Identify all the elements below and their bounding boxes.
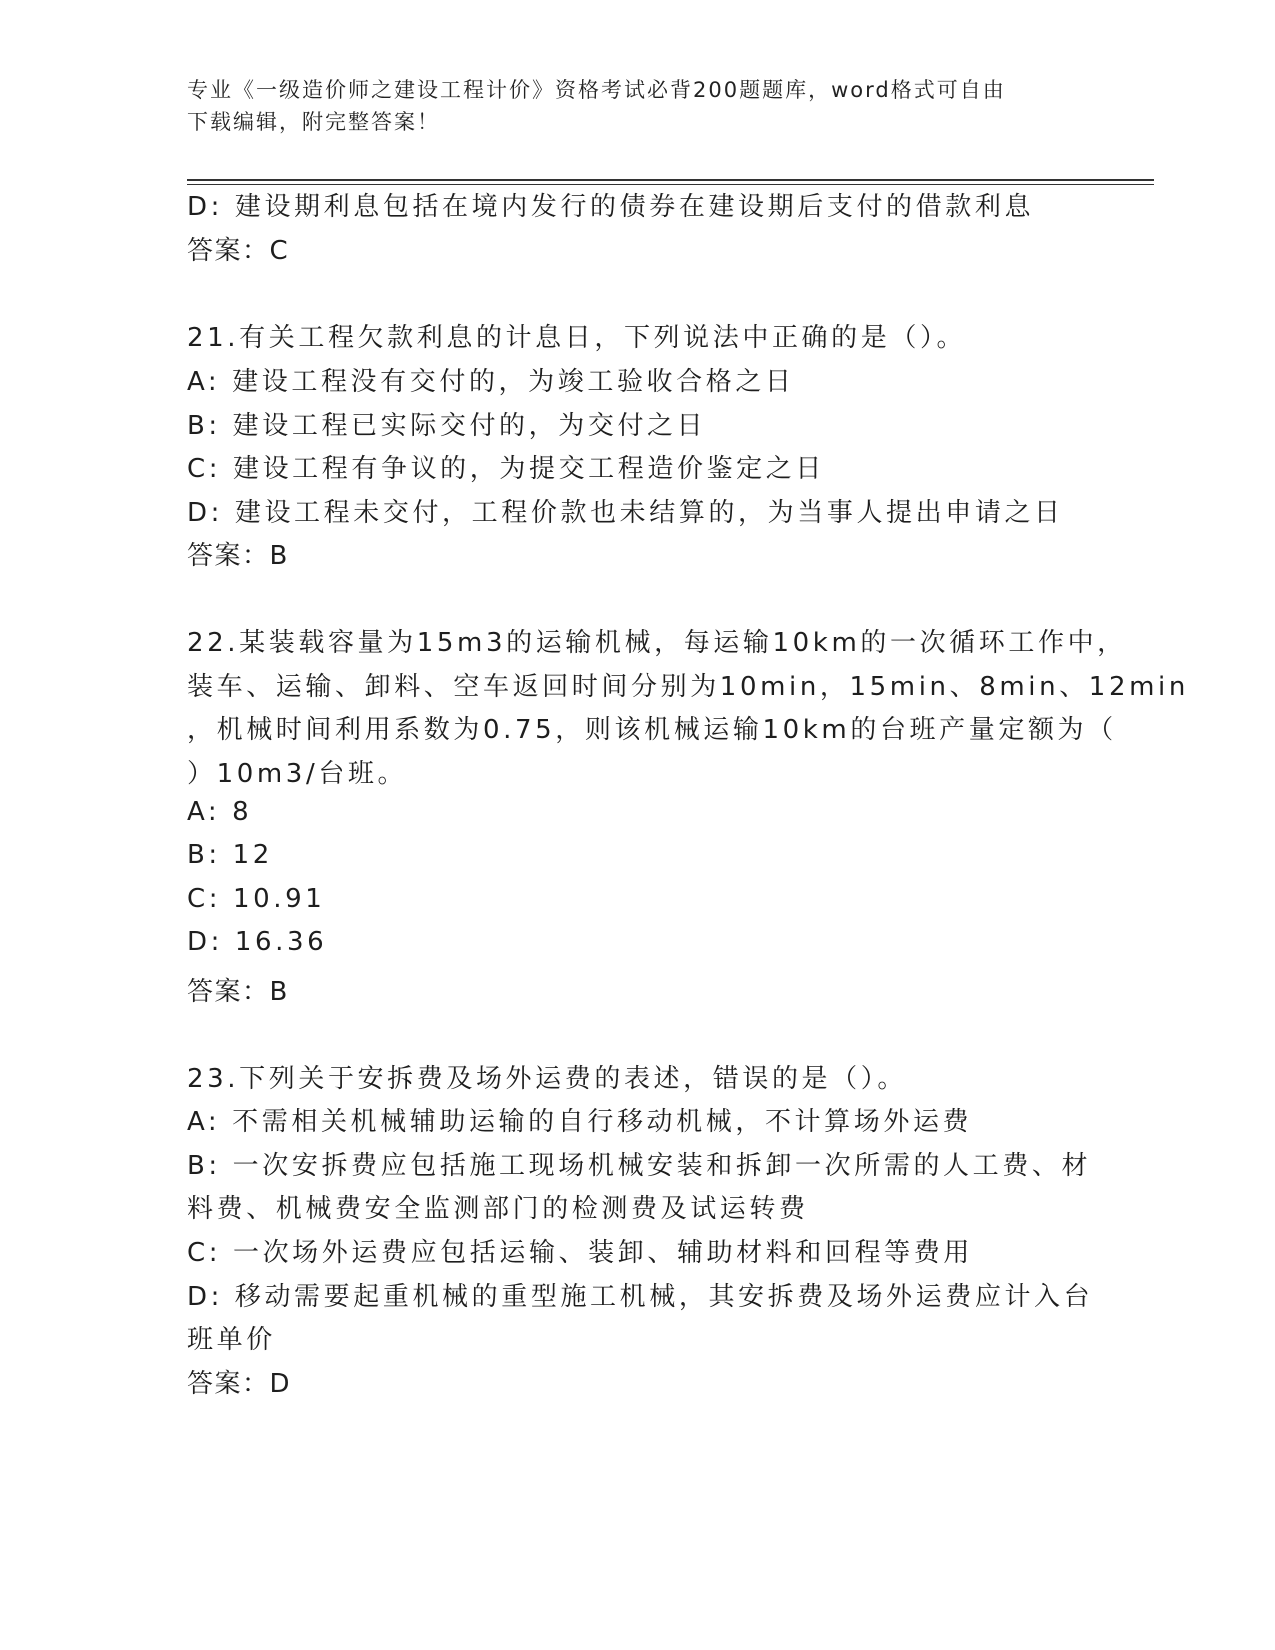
q21-question: 21.有关工程欠款利息的计息日，下列说法中正确的是（）。 [187,323,967,353]
q23-option-c: C: 一次场外运费应包括运输、装卸、辅助材料和回程等费用 [187,1238,973,1268]
q22-question-line-1: 22.某装载容量为15m3的运输机械，每运输10km的一次循环工作中， [187,628,1127,658]
q23-option-b-line-2: 料费、机械费安全监测部门的检测费及试运转费 [187,1194,809,1224]
q23-question: 23.下列关于安拆费及场外运费的表述，错误的是（）。 [187,1064,907,1094]
q21-option-b: B: 建设工程已实际交付的，为交付之日 [187,411,707,441]
q22-option-d: D: 16.36 [187,927,328,957]
q20-answer: 答案：C [187,236,290,266]
q23-option-d-line-2: 班单价 [187,1325,276,1355]
q23-option-d-line-1: D: 移动需要起重机械的重型施工机械，其安拆费及场外运费应计入台 [187,1282,1094,1312]
q23-option-b-line-1: B: 一次安拆费应包括施工现场机械安装和拆卸一次所需的人工费、材 [187,1151,1092,1181]
q21-answer: 答案：B [187,541,289,571]
q22-question-line-4: ）10m3/台班。 [187,759,408,789]
q23-option-a: A: 不需相关机械辅助运输的自行移动机械，不计算场外运费 [187,1107,973,1137]
q22-question-line-3: ，机械时间利用系数为0.75，则该机械运输10km的台班产量定额为（ [187,715,1117,745]
q22-option-b: B: 12 [187,840,273,870]
q22-question-line-2: 装车、运输、卸料、空车返回时间分别为10min，15min、8min、12min [187,672,1189,702]
header-divider [187,179,1154,185]
header-line-2: 下载编辑，附完整答案！ [187,110,440,134]
q22-answer: 答案：B [187,977,289,1007]
q22-option-a: A: 8 [187,797,253,827]
q21-option-d: D: 建设工程未交付，工程价款也未结算的，为当事人提出申请之日 [187,498,1064,528]
q20-option-d: D: 建设期利息包括在境内发行的债券在建设期后支付的借款利息 [187,192,1035,222]
q21-option-c: C: 建设工程有争议的，为提交工程造价鉴定之日 [187,454,825,484]
header-line-1: 专业《一级造价师之建设工程计价》资格考试必背200题题库，word格式可自由 [187,78,1006,102]
q21-option-a: A: 建设工程没有交付的，为竣工验收合格之日 [187,367,795,397]
q23-answer: 答案：D [187,1369,292,1399]
q22-option-c: C: 10.91 [187,884,326,914]
document-header [187,74,1067,138]
